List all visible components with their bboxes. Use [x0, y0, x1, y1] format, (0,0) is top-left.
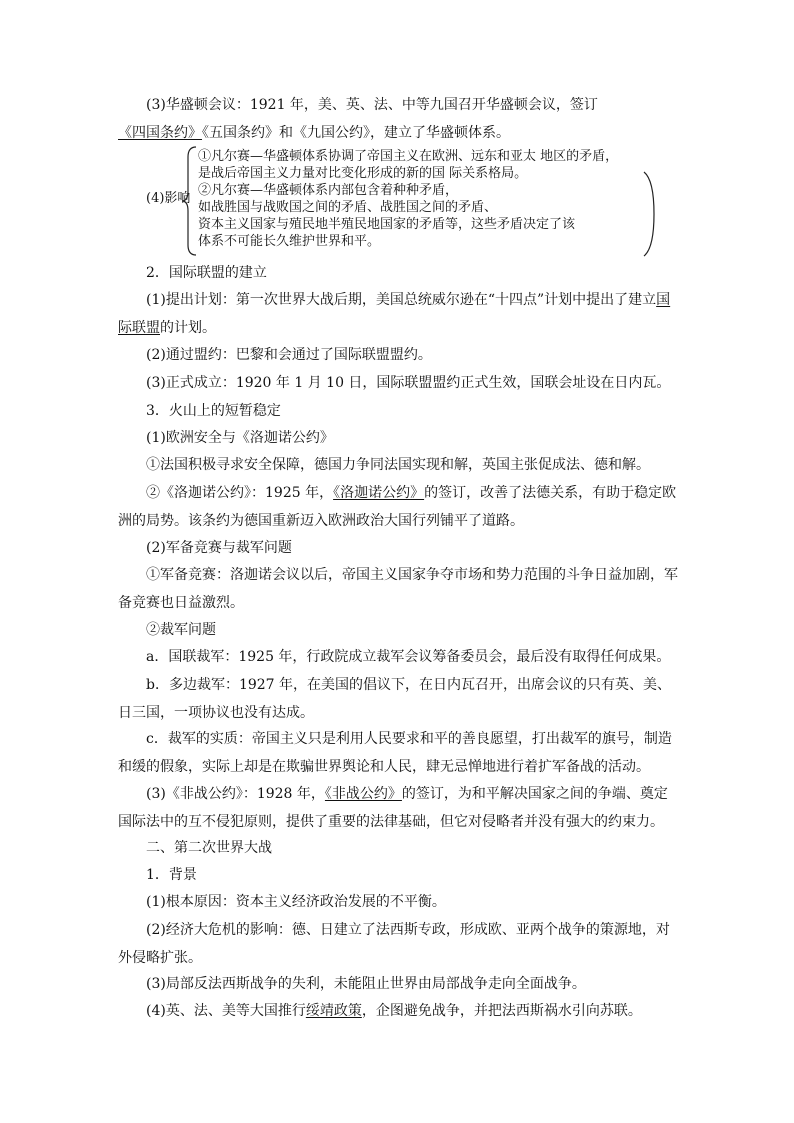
body-text: ：1921 年，美、英、法、中等九国召开华盛顿会议，签订	[235, 97, 598, 113]
league-title: 2．国际联盟的建立	[146, 265, 267, 281]
influence-line: 资本主义国家与殖民地半殖民地国家的矛盾等，这些矛盾决定了该	[198, 217, 576, 232]
body-text: (3)《非战公约》：1928 年，	[146, 786, 325, 802]
item-prefix: (3)	[146, 97, 166, 113]
arms-race-paragraph: ①军备竞赛：洛迦诺会议以后，帝国主义国家争夺市场和势力范围的斗争日益加剧，军备竞赛也日益激烈。	[118, 567, 678, 611]
league-plan-paragraph	[118, 286, 678, 342]
item-heading: 华盛顿会议	[165, 97, 236, 113]
league-disarm-paragraph: a．国联裁军：1925 年，行政院成立裁军会议筹备委员会，最后没有取得任何成果。	[146, 649, 671, 665]
five-power-treaty: 《五国条约》	[202, 125, 279, 141]
right-bracket-icon	[642, 170, 658, 258]
locarno-term: 《洛迦诺公约》	[333, 485, 425, 501]
league-founded-paragraph: (3)正式成立：1920 年 1 月 10 日，国际联盟盟约正式生效，国联会址设在日内瓦。	[146, 375, 671, 391]
appeasement-paragraph	[118, 997, 678, 1025]
body-text: ，建立了华盛顿体系。	[370, 125, 510, 141]
disarm-essence-paragraph: c．裁军的实质：帝国主义只是利用人民要求和平的善良愿望，打出裁军的旗号，制造和缓的假象，实际上却是在欺骗世界舆论和人民，肆无忌惮地进行着扩军备战的活动。	[118, 731, 672, 775]
body-text: (1)提出计划：第一次世界大战后期，美国总统威尔逊在“十四点”计划中提出了建立	[146, 292, 657, 308]
locarno-subheading: (1)欧洲安全与《洛迦诺公约》	[146, 430, 334, 446]
influence-line: ①凡尔赛—华盛顿体系协调了帝国主义在欧洲、远东和亚太 地区的矛盾，	[198, 149, 619, 164]
disarm-subheading: ②裁军问题	[146, 622, 216, 638]
body-text: 的计划。	[160, 320, 216, 336]
pact-term: 《非战公约》	[324, 786, 402, 802]
appeasement-term: 绥靖政策	[305, 1003, 362, 1019]
locarno-paragraph	[118, 479, 678, 535]
league-term: 国际联盟	[118, 292, 671, 336]
arms-subheading: (2)军备竞赛与裁军问题	[146, 540, 292, 556]
influence-line: 体系不可能长久维护世界和平。	[198, 234, 381, 249]
multilateral-disarm-paragraph: b．多边裁军：1927 年，在美国的倡议下，在日内瓦召开，出席会议的只有英、美、日三国，一项协议也没有达成。	[118, 677, 672, 721]
league-covenant-paragraph: (2)通过盟约：巴黎和会通过了国际联盟盟约。	[146, 347, 432, 363]
background-title: 1．背景	[146, 867, 197, 883]
nine-power-treaty: 《九国公约》	[293, 125, 370, 141]
body-text: 和	[279, 125, 293, 141]
washington-paragraph	[118, 91, 678, 147]
influence-label: (4)影响	[146, 191, 191, 206]
influence-line: ②凡尔赛—华盛顿体系内部包含着种种矛盾，	[198, 183, 459, 198]
four-power-treaty: 《四国条约》	[118, 125, 202, 141]
body-text: ②《洛迦诺公约》：1925 年，	[146, 485, 334, 501]
influence-line: 是战后帝国主义力量对比变化形成的新的国 际关系格局。	[198, 166, 528, 181]
influence-lines	[198, 148, 618, 250]
left-brace-icon	[180, 145, 198, 257]
volcano-title: 3．火山上的短暂稳定	[146, 403, 281, 419]
depression-paragraph: (2)经济大危机的影响：德、日建立了法西斯专政，形成欧、亚两个战争的策源地，对外侵略扩张。	[118, 922, 670, 966]
body-text: (4)英、法、美等大国推行	[146, 1003, 306, 1019]
influence-line: 如战胜国与战败国之间的矛盾、战胜国之间的矛盾、	[198, 200, 498, 215]
body-text: 的签订，为和平解决国家之间的争端、奠定国际法中的互不侵犯原则，提供了重要的法律基础，但它对侵略者并没有强大的约束力。	[118, 786, 668, 830]
france-security-paragraph: ①法国积极寻求安全保障，德国力争同法国实现和解，英国主张促成法、德和解。	[146, 457, 650, 473]
body-text: 的签订，改善了法德关系，有助于稳定欧洲的局势。该条约为德国重新迈入欧洲政治大国行列铺平了道路。	[118, 485, 677, 529]
root-cause-paragraph: (1)根本原因：资本主义经济政治发展的不平衡。	[146, 894, 446, 910]
local-war-paragraph: (3)局部反法西斯战争的失利，未能阻止世界由局部战争走向全面战争。	[146, 976, 586, 992]
pact-paragraph	[118, 780, 678, 836]
ww2-title: 二、第二次世界大战	[146, 840, 272, 856]
body-text: ，企图避免战争，并把法西斯祸水引向苏联。	[361, 1003, 642, 1019]
